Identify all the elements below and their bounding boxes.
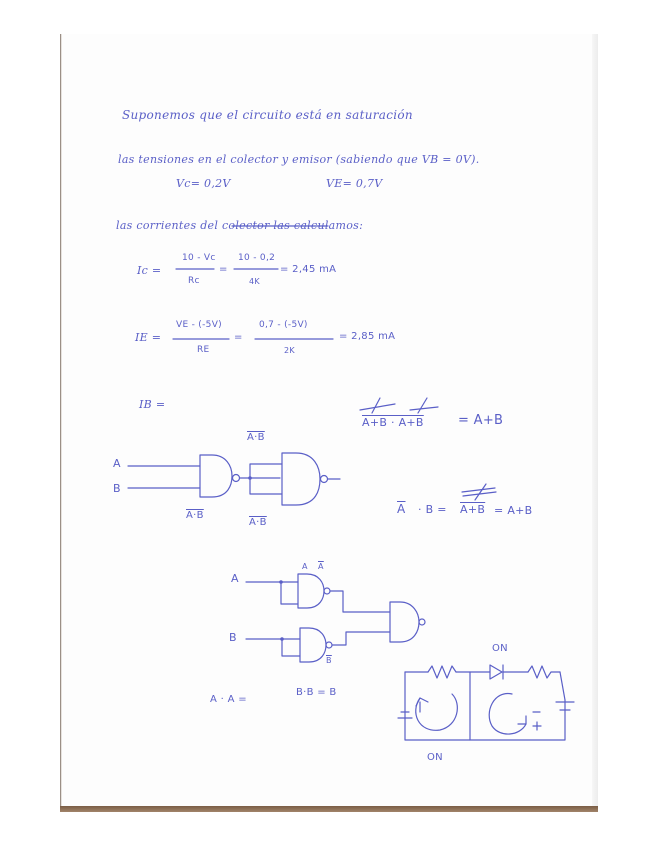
ic-denominator-1: Rc: [188, 276, 200, 286]
gate1-top-label: A·B: [247, 432, 265, 443]
c2-nand-final: [390, 602, 419, 642]
demorgan1-bar-2: [410, 407, 438, 410]
ic-numerator-2: 10 - 0,2: [238, 253, 276, 263]
demorgan1-double-bar: [360, 404, 395, 410]
diode-triangle: [490, 665, 502, 679]
ic-equals: =: [219, 264, 228, 275]
circuit2-input-b: B: [229, 631, 237, 644]
ie-denominator-2: 2K: [284, 346, 295, 355]
demorgan2-mid: A+B: [460, 503, 486, 516]
gate1-input-b: B: [113, 482, 121, 495]
ic-denominator-2: 4K: [249, 277, 260, 286]
c2-nand-b-bubble: [326, 642, 332, 648]
ie-label: IE =: [135, 331, 162, 344]
on-label-bottom: ON: [427, 752, 443, 763]
c2-wire-a-loop: [281, 582, 298, 604]
ie-equals: =: [234, 332, 243, 343]
ie-denominator-1: RE: [197, 345, 210, 355]
circuit2-a-label-2: $\overline{A}$: [318, 562, 324, 571]
ie-result: = 2,85 mA: [339, 331, 396, 342]
demorgan1-expression: A+B · A+B: [362, 416, 424, 429]
ie-numerator-2: 0,7 - (-5V): [259, 320, 308, 330]
note-line-saturation: Suponemos que el circuito está en saturación: [122, 108, 413, 122]
note-vc: Vc= 0,2V: [176, 177, 231, 190]
ib-label: IB =: [139, 398, 166, 411]
ic-label: Ic =: [137, 264, 162, 277]
demorgan2-result: = A+B: [494, 504, 533, 517]
circuit2-a-label-1: A: [302, 562, 308, 571]
nand-gate-2: [282, 453, 320, 505]
wire-to-battery: [560, 672, 565, 700]
c2-wire-b-loop: [282, 639, 300, 656]
c2-nand-final-bubble: [419, 619, 425, 625]
gate2-bottom-label: A·B: [249, 517, 267, 528]
nand-gate-1-bubble: [233, 475, 240, 482]
gate1-input-a: A: [113, 457, 121, 470]
c2-wire-a-out: [330, 591, 390, 612]
resistor-1: [428, 666, 456, 678]
note-line-tensiones: las tensiones en el colector y emisor (sabiendo que VB = 0V).: [118, 153, 480, 166]
wire-branch-top: [250, 464, 282, 478]
ic-numerator-1: 10 - Vc: [182, 253, 216, 263]
current-arrow-right: [489, 694, 526, 735]
gate1-bottom-label: A·B: [186, 510, 204, 521]
current-arrowhead-left: [416, 698, 428, 706]
nand-gate-1: [200, 455, 232, 497]
c2-nand-b: [300, 628, 326, 662]
note-ve: VE= 0,7V: [326, 177, 383, 190]
demorgan1-tick-1: [372, 398, 380, 413]
bb-expression: B·B = B: [296, 687, 337, 698]
circuit2-b-label: $\overline{B}$: [326, 656, 332, 665]
circuit2-input-a: A: [231, 572, 239, 585]
current-arrowhead-right: [518, 716, 526, 724]
demorgan2-b: · B =: [418, 503, 447, 516]
wire-branch-bottom: [250, 478, 282, 494]
demorgan2-double-bar-1: [462, 488, 495, 492]
on-label-top: ON: [492, 643, 508, 654]
plus-sign: [533, 722, 541, 730]
loop-right: [470, 700, 565, 740]
demorgan2-a: $\overline{A}$: [397, 502, 406, 516]
ie-numerator-1: VE - (-5V): [176, 320, 222, 330]
demorgan1-tick-2: [418, 398, 427, 413]
ic-result: = 2,45 mA: [280, 264, 337, 275]
aa-expression: A · A =: [210, 694, 247, 705]
demorgan1-result: = A+B: [458, 413, 504, 428]
demorgan2-tick: [475, 484, 486, 500]
c2-nand-a-bubble: [324, 588, 330, 594]
resistor-2: [528, 666, 560, 678]
c2-wire-b-out: [332, 632, 390, 645]
c2-nand-a: [298, 574, 324, 608]
nand-gate-2-bubble: [321, 476, 328, 483]
note-line-corrientes: las corrientes del colector las calculamos:: [116, 219, 364, 232]
